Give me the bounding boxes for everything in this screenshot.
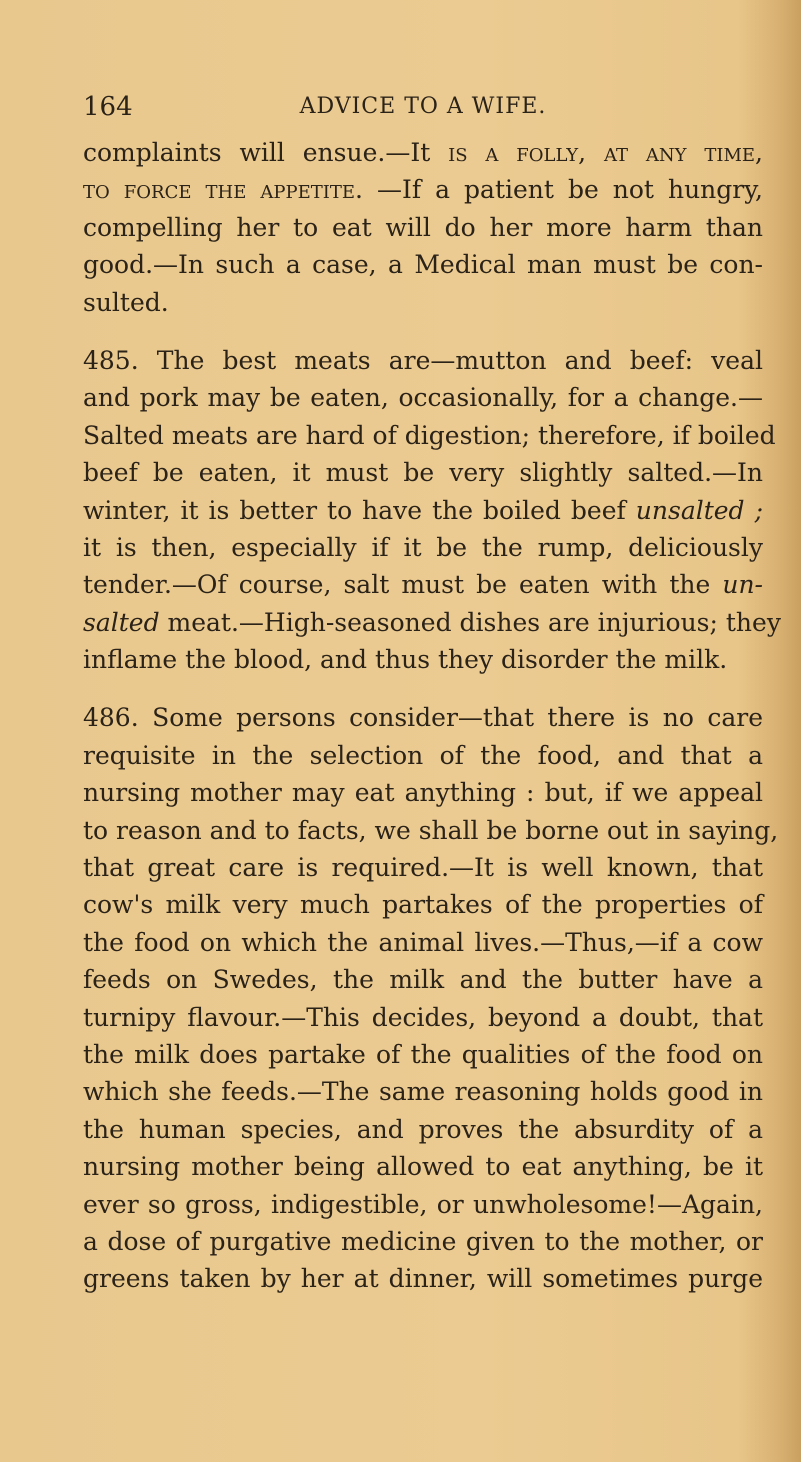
text-line bbox=[83, 961, 763, 998]
running-title: ADVICE TO A WIFE. bbox=[299, 94, 547, 119]
text-segment: inflame the blood, and thus they disorder the milk. bbox=[83, 645, 728, 675]
text-line bbox=[83, 134, 763, 171]
text-line bbox=[83, 529, 763, 566]
text-segment: ever so gross, indigestible, or unwholesome!—Again, bbox=[83, 1189, 763, 1219]
text-line bbox=[83, 1073, 763, 1110]
text-line bbox=[83, 924, 763, 961]
text-segment: requisite in the selection of the food, and that a bbox=[83, 740, 763, 770]
text-line bbox=[83, 1111, 763, 1148]
text-segment: tender.—Of course, salt must be eaten with the bbox=[83, 570, 723, 600]
text-segment: feeds on Swedes, the milk and the butter have a bbox=[83, 965, 763, 995]
text-line bbox=[83, 1036, 763, 1073]
text-segment: it is then, especially if it be the rump, deliciously bbox=[83, 532, 763, 562]
text-segment: cow's milk very much partakes of the properties of bbox=[83, 890, 763, 920]
text-line bbox=[83, 812, 779, 849]
text-line bbox=[83, 171, 763, 208]
page-header bbox=[83, 92, 763, 132]
text-line bbox=[83, 774, 763, 811]
text-line bbox=[83, 699, 763, 736]
text-segment: which she feeds.—The same reasoning holds good in bbox=[83, 1077, 763, 1107]
text-line bbox=[83, 1260, 763, 1297]
text-segment: to reason and to facts, we shall be borne out in saying, bbox=[83, 815, 779, 845]
text-segment: compelling her to eat will do her more harm than bbox=[83, 212, 763, 242]
text-line bbox=[83, 284, 763, 321]
text-line bbox=[83, 246, 763, 283]
text-line bbox=[83, 492, 763, 529]
text-segment: the human species, and proves the absurdity of a bbox=[83, 1114, 763, 1144]
italic-text: salted bbox=[83, 607, 160, 637]
text-segment: greens taken by her at dinner, will sometimes purge bbox=[83, 1264, 763, 1294]
text-segment: beef be eaten, it must be very slightly salted.—In bbox=[83, 458, 763, 488]
small-caps-text: to force the appetite. bbox=[83, 175, 363, 205]
text-line bbox=[83, 886, 763, 923]
text-segment: sulted. bbox=[83, 287, 169, 317]
small-caps-text: is a folly, at any time, bbox=[448, 138, 763, 167]
text-line bbox=[83, 1223, 763, 1260]
text-line bbox=[83, 209, 763, 246]
text-segment: and pork may be eaten, occasionally, for a change.— bbox=[83, 383, 763, 413]
text-line bbox=[83, 566, 763, 603]
text-segment: winter, it is better to have the boiled beef bbox=[83, 495, 636, 525]
text-segment: complaints will ensue.—It bbox=[83, 138, 449, 167]
text-segment: good.—In such a case, a Medical man must be con- bbox=[83, 250, 763, 280]
text-line bbox=[83, 849, 763, 886]
text-line bbox=[83, 379, 763, 416]
text-segment: that great care is required.—It is well known, that bbox=[83, 853, 763, 883]
text-segment: turnipy flavour.—This decides, beyond a doubt, that bbox=[83, 1002, 763, 1032]
text-line bbox=[83, 417, 776, 454]
text-segment: Salted meats are hard of digestion; therefore, if boiled bbox=[83, 420, 776, 450]
text-segment: nursing mother may eat anything : but, if we appeal bbox=[83, 778, 763, 808]
text-segment: a dose of purgative medicine given to the mother, or bbox=[83, 1226, 763, 1256]
text-segment: the food on which the animal lives.—Thus,—if a cow bbox=[83, 927, 763, 957]
text-line bbox=[83, 1186, 763, 1223]
text-line bbox=[83, 1148, 763, 1185]
text-line bbox=[83, 737, 763, 774]
text-segment: 486. Some persons consider—that there is no care bbox=[83, 703, 763, 733]
page-body bbox=[83, 134, 781, 1298]
text-line bbox=[83, 604, 781, 641]
text-segment: —If a patient be not hungry, bbox=[362, 175, 763, 205]
text-line bbox=[83, 342, 763, 379]
text-segment: nursing mother being allowed to eat anything, be it bbox=[83, 1152, 763, 1182]
text-line bbox=[83, 641, 763, 678]
text-segment: the milk does partake of the qualities of the food on bbox=[83, 1039, 763, 1069]
text-segment: 485. The best meats are—mutton and beef: veal bbox=[83, 345, 763, 375]
text-line bbox=[83, 454, 763, 491]
italic-text: un- bbox=[722, 570, 763, 600]
text-line bbox=[83, 999, 763, 1036]
page-number: 164 bbox=[83, 92, 133, 122]
text-segment: meat.—High-seasoned dishes are injurious; they bbox=[159, 607, 781, 637]
italic-text: unsalted ; bbox=[635, 495, 763, 525]
